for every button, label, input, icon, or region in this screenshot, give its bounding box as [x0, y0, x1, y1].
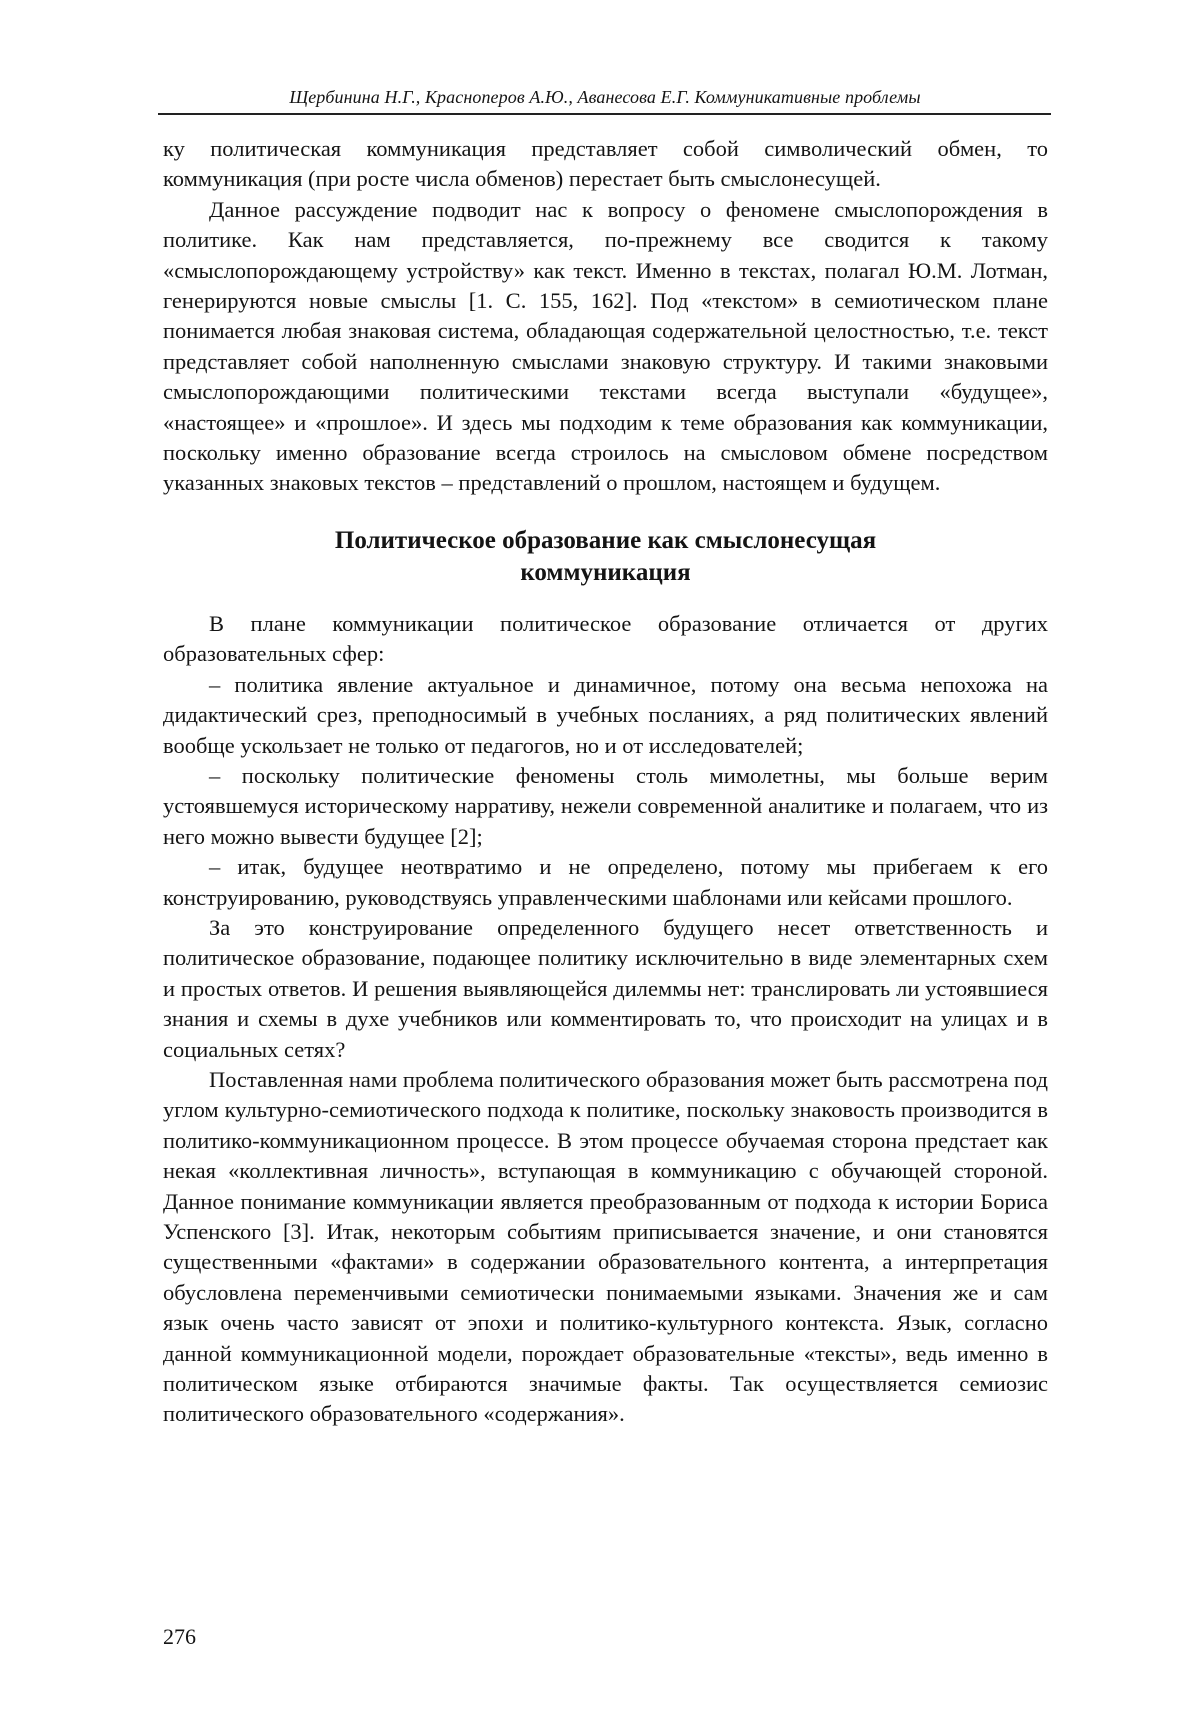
body-text	[163, 134, 1048, 1430]
running-header: Щербинина Н.Г., Красноперов А.Ю., Аванесова Е.Г. Коммуникативные проблемы	[289, 87, 921, 107]
list-item: – итак, будущее неотвратимо и не определено, потому мы прибегаем к его конструированию, руководствуясь управленческими шаблонами или кейсами прошлого.	[163, 854, 1048, 910]
page-number: 276	[163, 1624, 196, 1649]
section-title	[163, 525, 1048, 589]
list-item: – поскольку политические феномены столь мимолетны, мы больше верим устоявшемуся историческому нарративу, нежели современной аналитике и полагаем, что из него можно вывести будущее [2];	[163, 762, 1048, 849]
list-item: – политика явление актуальное и динамичное, потому она весьма непохожа на дидактический срез, преподносимый в учебных посланиях, а ряд политических явлений вообще ускользает не только от педагогов, но и от исследователей;	[163, 671, 1048, 758]
paragraph: Поставленная нами проблема политического образования может быть рассмотрена под углом культурно-семиотического подхода к политике, поскольку знаковость производится в политико-коммуникационном процессе. В этом процессе обучаемая сторона предстает как некая «коллективная личность», вступающая в коммуникацию с обучающей стороной. Данное понимание коммуникации является преобразованным от подхода к истории Бориса Успенского [3]. Итак, некоторым событиям приписывается значение, и они становятся существенными «фактами» в содержании образовательного контента, а интерпретация обусловлена переменчивыми семиотически понимаемыми языками. Значения же и сам язык очень часто зависят от эпохи и политико-культурного контекста. Язык, согласно данной коммуникационной модели, порождает образовательные «тексты», ведь именно в политическом языке отбираются значимые факты. Так осуществляется семиозис политического образовательного «содержания».	[163, 1066, 1048, 1427]
section-title-line: коммуникация	[520, 558, 691, 586]
paragraph: В плане коммуникации политическое образование отличается от других образовательных сфер:	[163, 610, 1048, 667]
paragraph: ку политическая коммуникация представляет собой символический обмен, то коммуникация (при росте числа обменов) перестает быть смыслонесущей.	[163, 136, 1048, 192]
section-title-line: Политическое образование как смыслонесущая	[334, 526, 877, 554]
paragraph: За это конструирование определенного будущего несет ответственность и политическое образование, подающее политику исключительно в виде элементарных схем и простых ответов. И решения выявляющейся дилеммы нет: транслировать ли устоявшиеся знания и схемы в духе учебников или комментировать то, что происходит на улицах и в социальных сетях?	[163, 914, 1048, 1062]
header-divider	[158, 113, 1051, 115]
paragraph: Данное рассуждение подводит нас к вопросу о феномене смыслопорождения в политике. Как нам представляется, по-прежнему все сводится к такому «смыслопорождающему устройству» как текст. Именно в текстах, полагал Ю.М. Лотман, генерируются новые смыслы [1. С. 155, 162]. Под «текстом» в семиотическом плане понимается любая знаковая система, обладающая содержательной целостностью, т.е. текст представляет собой наполненную смыслами знаковую структуру. И такими знаковыми смыслопорождающими политическими текстами всегда выступали «будущее», «настоящее» и «прошлое». И здесь мы подходим к теме образования как коммуникации, поскольку именно образование всегда строилось на смысловом обмене посредством указанных знаковых текстов – представлений о прошлом, настоящем и будущем.	[163, 196, 1048, 496]
